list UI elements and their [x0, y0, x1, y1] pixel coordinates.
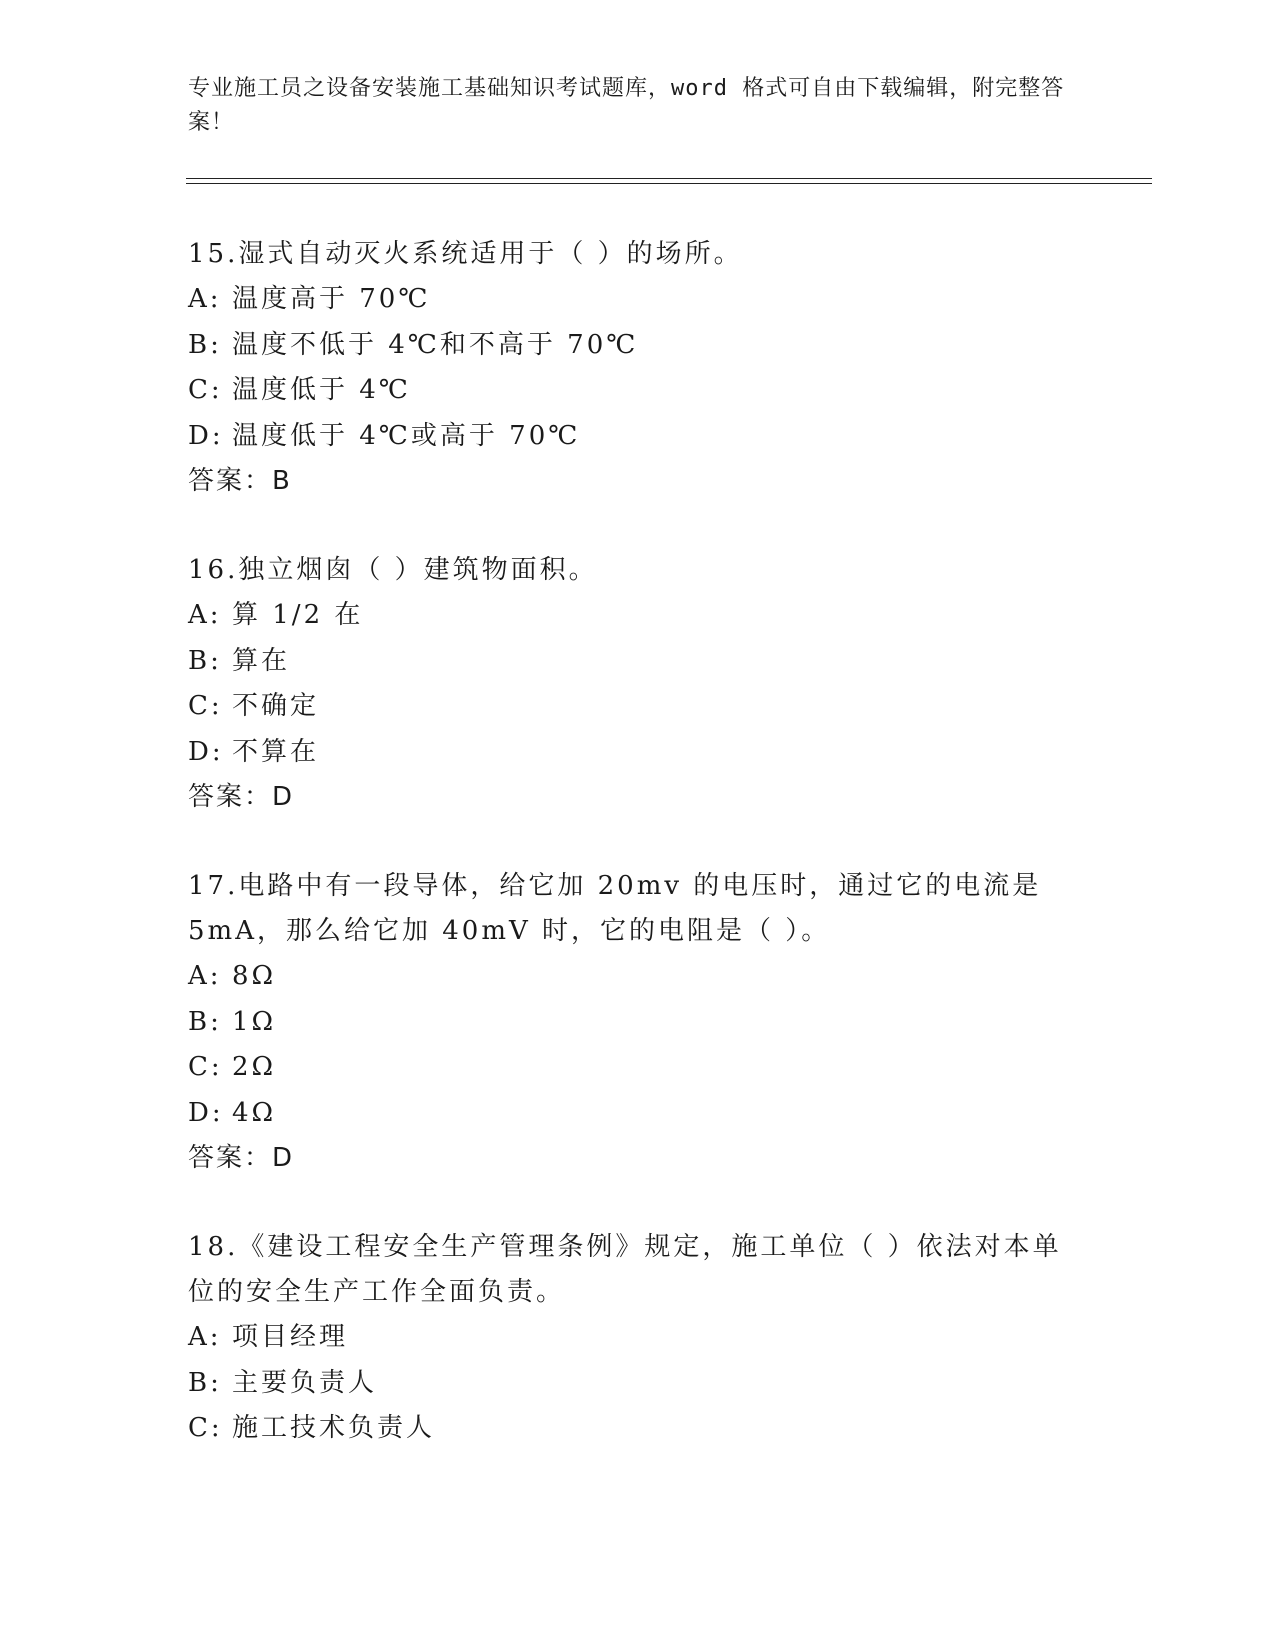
- option-letter: A:: [188, 284, 222, 314]
- option-letter: D:: [188, 736, 224, 767]
- option-b: [188, 639, 1088, 685]
- answer: 答案：D: [188, 782, 295, 812]
- question-15: [188, 232, 1088, 504]
- option-letter: D:: [188, 1097, 224, 1128]
- option-c: [188, 1045, 1088, 1091]
- header-divider-bottom: [186, 183, 1152, 184]
- option-text: 施工技术负责人: [232, 1413, 436, 1443]
- option-text: 2Ω: [232, 1052, 277, 1082]
- option-a: [188, 1315, 1088, 1361]
- option-a: [188, 954, 1088, 1000]
- header-divider-top: [186, 178, 1152, 179]
- option-text: 不算在: [232, 736, 320, 767]
- option-b: [188, 1000, 1088, 1046]
- option-letter: B:: [188, 1006, 222, 1037]
- option-b: [188, 323, 1088, 369]
- question-list: [188, 232, 1088, 1496]
- question-17: [188, 864, 1088, 1181]
- option-text: 4Ω: [232, 1097, 277, 1128]
- question-text: 18.《建设工程安全生产管理条例》规定，施工单位（ ）依法对本单位的安全生产工作全面负责。: [188, 1232, 1062, 1307]
- option-text: 主要负责人: [232, 1367, 378, 1398]
- question-text: 17.电路中有一段导体，给它加 20mv 的电压时，通过它的电流是 5mA，那么给它加 40mV 时，它的电阻是（ ）。: [188, 871, 1042, 946]
- option-text: 不确定: [232, 691, 320, 721]
- option-d: [188, 414, 1088, 460]
- option-letter: B:: [188, 1367, 222, 1398]
- option-text: 1Ω: [232, 1006, 277, 1037]
- option-letter: A:: [188, 600, 222, 630]
- question-text: 15.湿式自动灭火系统适用于（ ）的场所。: [188, 239, 743, 269]
- option-c: [188, 684, 1088, 730]
- option-text: 算 1/2 在: [232, 600, 364, 630]
- option-letter: C:: [188, 691, 223, 721]
- option-c: [188, 368, 1088, 414]
- option-d: [188, 1091, 1088, 1137]
- option-letter: A:: [188, 961, 222, 991]
- option-text: 温度低于 4℃: [232, 375, 411, 405]
- option-text: 温度不低于 4℃和不高于 70℃: [232, 329, 639, 360]
- option-text: 算在: [232, 645, 291, 676]
- option-b: [188, 1361, 1088, 1407]
- option-d: [188, 730, 1088, 776]
- option-letter: C:: [188, 1052, 223, 1082]
- option-text: 温度高于 70℃: [232, 284, 431, 314]
- option-a: [188, 277, 1088, 323]
- option-a: [188, 593, 1088, 639]
- option-text: 8Ω: [232, 961, 277, 991]
- option-letter: B:: [188, 329, 222, 360]
- option-letter: C:: [188, 1413, 223, 1443]
- question-18: [188, 1225, 1088, 1452]
- option-c: [188, 1406, 1088, 1452]
- option-text: 项目经理: [232, 1322, 349, 1352]
- answer: 答案：D: [188, 1143, 295, 1173]
- option-letter: D:: [188, 420, 224, 451]
- option-letter: B:: [188, 645, 222, 676]
- option-letter: A:: [188, 1322, 222, 1352]
- option-letter: C:: [188, 375, 223, 405]
- answer: 答案：B: [188, 466, 292, 496]
- question-text: 16.独立烟囱（ ）建筑物面积。: [188, 555, 598, 585]
- option-text: 温度低于 4℃或高于 70℃: [232, 420, 581, 451]
- document-header: 专业施工员之设备安装施工基础知识考试题库，word 格式可自由下载编辑，附完整答案！: [188, 76, 1065, 135]
- question-16: [188, 548, 1088, 820]
